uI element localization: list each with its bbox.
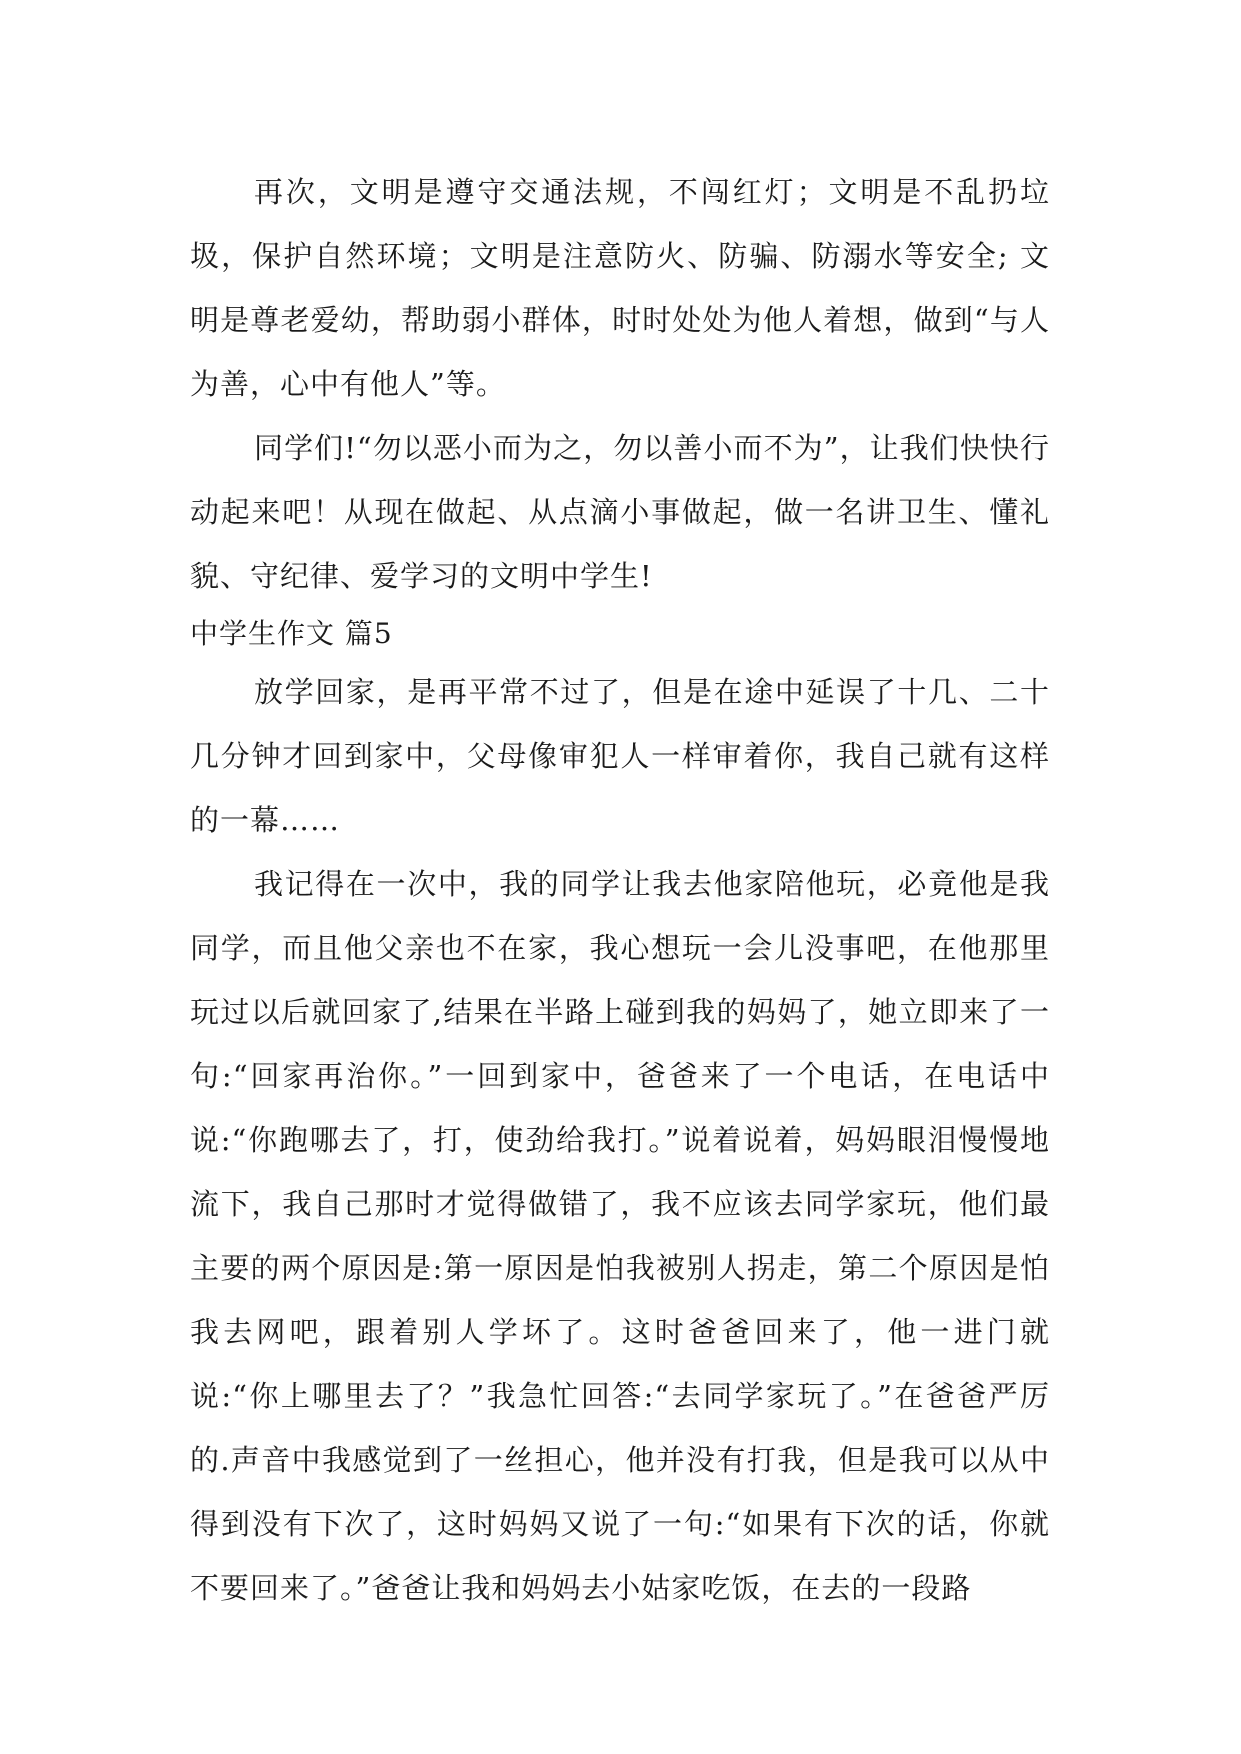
section-title: 中学生作文 篇5 <box>190 617 393 650</box>
document-body <box>190 160 1050 1620</box>
paragraph-call-to-action: 同学们!“勿以恶小而为之，勿以善小而不为”，让我们快快行动起来吧！从现在做起、从点滴小事做起，做一名讲卫生、懂礼貌、守纪律、爱学习的文明中学生! <box>190 431 1050 593</box>
paragraph-civilization-rules: 再次，文明是遵守交通法规，不闯红灯；文明是不乱扔垃圾，保护自然环境；文明是注意防火、防骗、防溺水等安全; 文明是尊老爱幼，帮助弱小群体，时时处处为他人着想，做到“与人为善，心中有他人”等。 <box>190 175 1050 401</box>
paragraph-story: 我记得在一次中，我的同学让我去他家陪他玩，必竟他是我同学，而且他父亲也不在家，我心想玩一会儿没事吧，在他那里玩过以后就回家了,结果在半路上碰到我的妈妈了，她立即来了一句:“回家再治你。”一回到家中，爸爸来了一个电话，在电话中说:“你跑哪去了，打，使劲给我打。”说着说着，妈妈眼泪慢慢地流下，我自己那时才觉得做错了，我不应该去同学家玩，他们最主要的两个原因是:第一原因是怕我被别人拐走，第二个原因是怕我去网吧，跟着别人学坏了。这时爸爸回来了，他一进门就说:“你上哪里去了？”我急忙回答:“去同学家玩了。”在爸爸严厉的.声音中我感觉到了一丝担心，他并没有打我，但是我可以从中得到没有下次了，这时妈妈又说了一句:“如果有下次的话，你就不要回来了。”爸爸让我和妈妈去小姑家吃饭，在去的一段路 <box>190 867 1050 1605</box>
paragraph-intro-going-home: 放学回家，是再平常不过了，但是在途中延误了十几、二十几分钟才回到家中，父母像审犯人一样审着你，我自己就有这样的一幕…… <box>190 675 1050 837</box>
